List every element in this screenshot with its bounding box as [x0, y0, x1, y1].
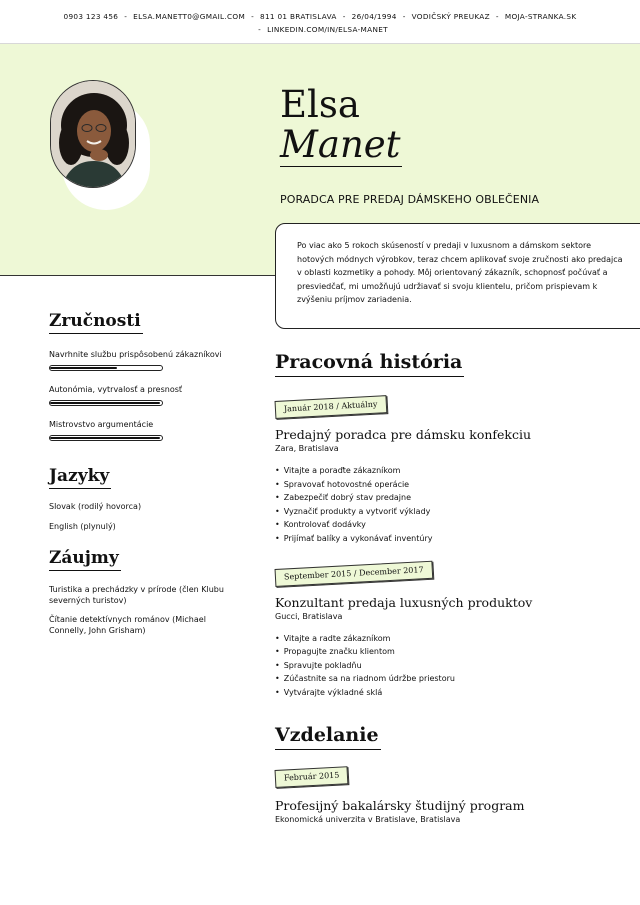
skill-label: Mistrovstvo argumentácie — [49, 420, 154, 429]
portrait-photo — [50, 80, 136, 188]
education-degree: Profesijný bakalársky študijný program — [275, 797, 525, 813]
job-entry — [275, 397, 615, 546]
contact-phone[interactable]: 0903 123 456 — [63, 12, 119, 21]
last-name: Manet — [280, 123, 401, 166]
language-item: Slovak (rodilý hovorca) — [49, 502, 142, 511]
education-school: Ekonomická univerzita v Bratislave, Bratislava — [275, 814, 461, 824]
skill-item — [49, 420, 229, 441]
list-item: • Vytvárajte výkladné sklá — [275, 686, 615, 700]
skill-bar — [49, 365, 163, 371]
summary-box — [275, 223, 640, 329]
list-item: • Zúčastnite sa na riadnom údržbe priestoru — [275, 672, 615, 686]
skill-item — [49, 385, 229, 406]
skill-item — [49, 350, 229, 371]
contact-license: VODIČSKÝ PREUKAZ — [411, 12, 490, 21]
education-section — [275, 723, 615, 825]
work-heading: Pracovná história — [275, 350, 464, 377]
contact-linkedin[interactable]: LINKEDIN.COM/IN/ELSA-MANET — [267, 25, 388, 34]
education-heading: Vzdelanie — [275, 723, 381, 750]
left-column — [49, 310, 229, 636]
language-item: English (plynulý) — [49, 522, 116, 531]
list-item: • Prijímať balíky a vykonávať inventúry — [275, 532, 615, 546]
contact-separator: - — [402, 12, 406, 21]
contact-bar — [0, 0, 640, 44]
portrait-illustration — [51, 81, 136, 188]
contact-separator: - — [258, 25, 262, 34]
skills-section — [49, 310, 229, 441]
skill-bar — [49, 435, 163, 441]
education-dates: Február 2015 — [275, 766, 349, 788]
list-item: • Spravujte pokladňu — [275, 659, 615, 673]
first-name: Elsa — [280, 83, 360, 126]
job-task-list — [275, 632, 615, 700]
contact-separator: - — [251, 12, 255, 21]
skill-bar-fill — [50, 367, 117, 369]
right-column — [275, 350, 615, 825]
job-title: PORADCA PRE PREDAJ DÁMSKEHO OBLEČENIA — [280, 193, 540, 206]
job-entry — [275, 565, 615, 700]
interest-item: Turistika a prechádzky v prírode (člen Klubu severných turistov) — [49, 585, 224, 605]
contact-separator: - — [495, 12, 499, 21]
job-task-list — [275, 464, 615, 546]
job-position: Konzultant predaja luxusných produktov — [275, 594, 533, 610]
job-company: Gucci, Bratislava — [275, 611, 343, 621]
job-company: Zara, Bratislava — [275, 444, 339, 453]
contact-line-1 — [0, 10, 640, 23]
list-item: • Zabezpečiť dobrý stav predajne — [275, 491, 615, 505]
contact-birthdate: 26/04/1994 — [351, 12, 397, 21]
skills-heading: Zručnosti — [49, 310, 143, 334]
languages-section — [49, 465, 229, 532]
list-item: • Spravovať hotovostné operácie — [275, 478, 615, 492]
skill-bar — [49, 400, 163, 406]
contact-separator: - — [124, 12, 128, 21]
list-item: • Vitajte a poraďte zákazníkom — [275, 464, 615, 478]
summary-text: Po viac ako 5 rokoch skúseností v predaji v luxusnom a dámskom sektore hotových módnych výrobkov, teraz chcem aplikovať svoje zručnosti ako predajca v oblasti kozmetiky a pohody. Môj orientovaný zákazník, schopnosť počúvať a presviedčať, mi umožňujú udržiavať si svoju klientelu, pričom prispievam k zvýšeniu príjmov zariadenia. — [297, 241, 623, 305]
skill-label: Autonómia, vytrvalosť a presnosť — [49, 385, 183, 394]
contact-website[interactable]: MOJA-STRANKA.SK — [504, 12, 577, 21]
list-item: • Propagujte značku klientom — [275, 645, 615, 659]
languages-heading: Jazyky — [49, 465, 111, 489]
list-item: • Kontrolovať dodávky — [275, 518, 615, 532]
skill-label: Navrhnite službu prispôsobenú zákazníkovi — [49, 350, 222, 359]
interest-item: Čítanie detektívnych románov (Michael Connelly, John Grisham) — [49, 615, 206, 635]
skill-bar-fill — [50, 402, 160, 404]
job-dates: September 2015 / December 2017 — [275, 560, 433, 586]
contact-line-2 — [0, 23, 640, 36]
skill-bar-fill — [50, 437, 160, 439]
interests-section — [49, 547, 229, 636]
job-dates: Január 2018 / Aktuálny — [275, 395, 387, 419]
contact-separator: - — [342, 12, 346, 21]
interests-heading: Záujmy — [49, 547, 121, 571]
list-item: • Vyznačiť produkty a vytvoriť výklady — [275, 505, 615, 519]
contact-address: 811 01 BRATISLAVA — [260, 12, 337, 21]
list-item: • Vitajte a radte zákazníkom — [275, 632, 615, 646]
job-position: Predajný poradca pre dámsku konfekciu — [275, 427, 532, 442]
contact-email[interactable]: ELSA.MANETT0@GMAIL.COM — [133, 12, 246, 21]
